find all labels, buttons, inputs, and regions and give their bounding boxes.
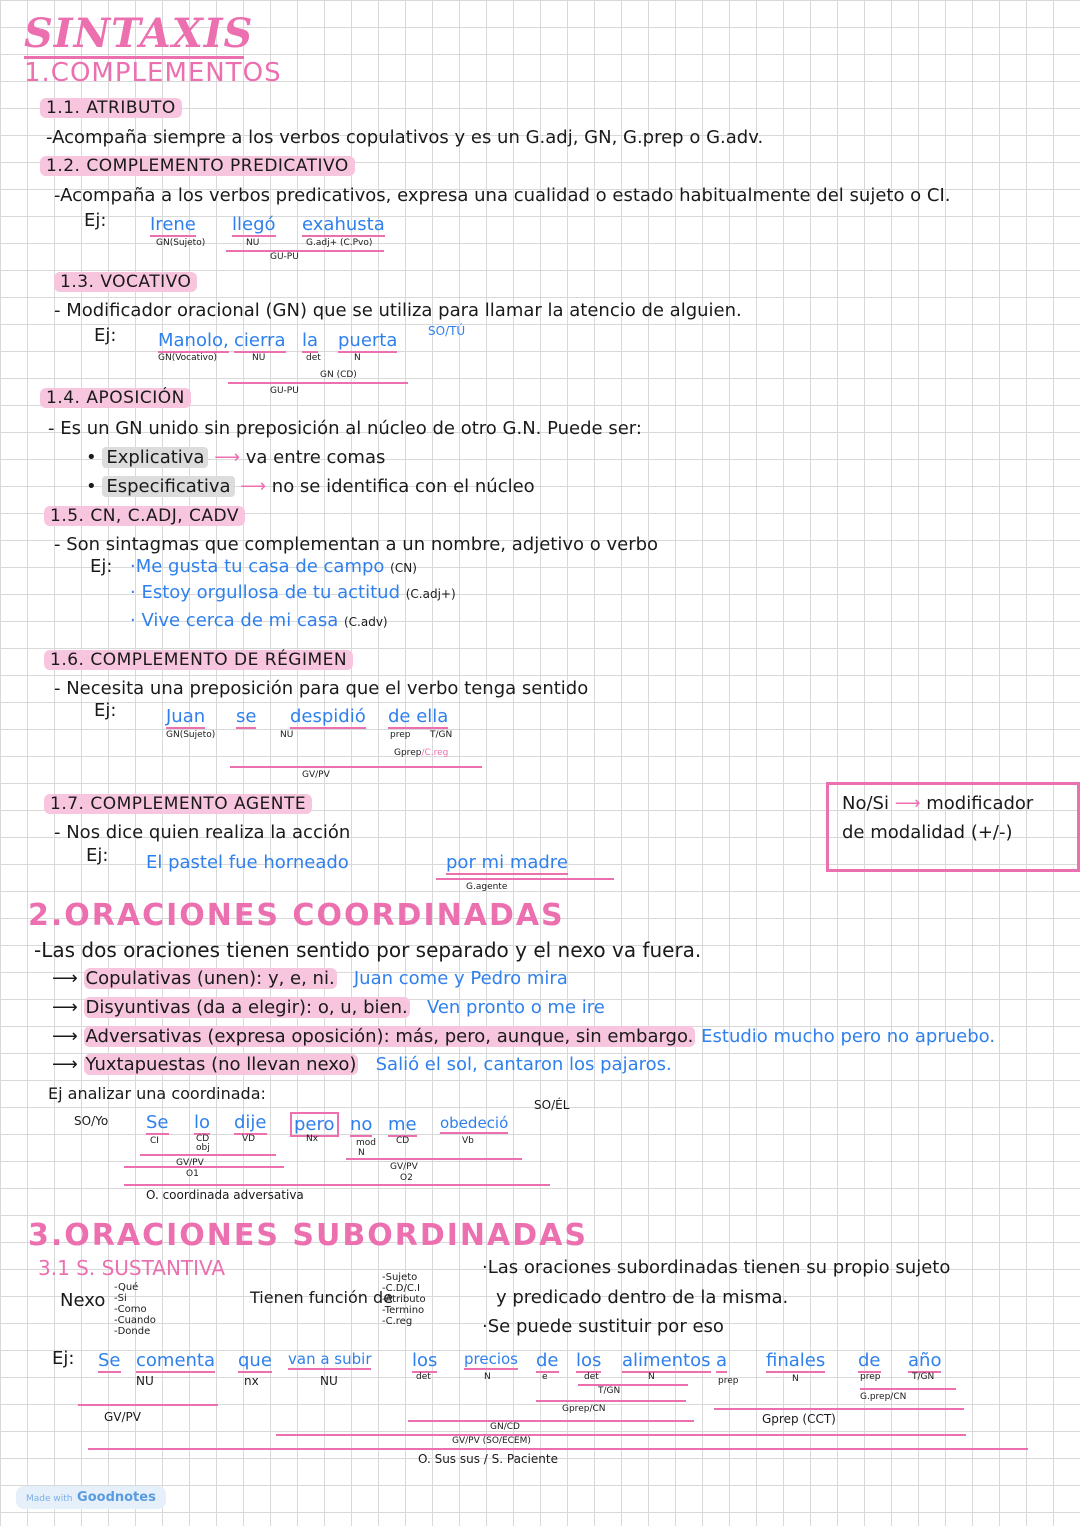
goodnotes-logo bbox=[16, 1486, 166, 1509]
label-mod: mod bbox=[356, 1138, 376, 1148]
nexo-label: Nexo bbox=[60, 1290, 106, 1311]
word-exahusta: exahusta bbox=[302, 214, 385, 235]
label-nx: Nx bbox=[306, 1134, 319, 1144]
word-de: de bbox=[536, 1350, 559, 1371]
label-gn-sujeto: GN(Sujeto) bbox=[166, 730, 216, 740]
word-despidio: despidió bbox=[290, 706, 366, 727]
word-llego: llegó bbox=[232, 214, 276, 235]
word-obedecio: obedeció bbox=[440, 1114, 509, 1132]
box-line-2: de modalidad (+/-) bbox=[842, 822, 1013, 843]
label-gprep: Gprep bbox=[394, 748, 422, 758]
agente-example: El pastel fue horneado bbox=[146, 852, 349, 873]
predicativo-text: -Acompaña a los verbos predicativos, expresa una cualidad o estado habitualmente del sujeto o CI. bbox=[54, 185, 951, 206]
agente-text: - Nos dice quien realiza la acción bbox=[54, 822, 351, 843]
word-dije: dije bbox=[234, 1112, 267, 1133]
aposicion-text: - Es un GN unido sin preposición al núcleo de otro G.N. Puede ser: bbox=[48, 418, 642, 439]
word-de-ella: de ella bbox=[388, 706, 449, 727]
label-n: N bbox=[484, 1372, 491, 1382]
bracket bbox=[228, 382, 408, 384]
label-n-2: N bbox=[648, 1372, 655, 1382]
ex-label: Ej: bbox=[94, 700, 117, 721]
label-e: e bbox=[542, 1372, 548, 1382]
label-creg: /C.reg bbox=[421, 748, 449, 758]
word-no: no bbox=[350, 1114, 373, 1135]
label-t-gn: T/GN bbox=[598, 1386, 621, 1396]
so-yo: SO/Yo bbox=[74, 1114, 109, 1128]
ex-label: Ej: bbox=[84, 210, 107, 231]
ex-label: Ej: bbox=[52, 1348, 75, 1369]
nexo-item: -Si bbox=[114, 1293, 127, 1304]
bracket bbox=[536, 1400, 686, 1402]
label-gv-pv: GV/PV bbox=[302, 770, 330, 780]
cn-note-1: (CN) bbox=[390, 561, 417, 575]
s3-sub-heading: 3.1 S. SUSTANTIVA bbox=[38, 1256, 226, 1280]
word-pero: pero bbox=[290, 1112, 339, 1137]
sub-bottom: O. Sus sus / S. Paciente bbox=[418, 1452, 558, 1466]
coord-intro: -Las dos oraciones tienen sentido por separado y el nexo va fuera. bbox=[34, 938, 702, 962]
coord-yuxtapuestas-ex: Salió el sol, cantaron los pajaros. bbox=[375, 1054, 672, 1075]
label-nu: NU bbox=[246, 238, 260, 248]
label-gn-cd: GN (CD) bbox=[320, 370, 357, 380]
label-gadj: G.adj+ (C.Pvo) bbox=[306, 238, 373, 248]
cn-text: - Son sintagmas que complementan a un nombre, adjetivo o verbo bbox=[54, 534, 659, 555]
cn-example-3: · Vive cerca de mi casa bbox=[130, 610, 339, 631]
sub-note-3: ·Se puede sustituir por eso bbox=[482, 1316, 724, 1337]
ex-label: Ej: bbox=[86, 845, 109, 866]
label-det-2: det bbox=[584, 1372, 599, 1382]
regimen-text: - Necesita una preposición para que el verbo tenga sentido bbox=[54, 678, 589, 699]
aposicion-explicativa-def: va entre comas bbox=[245, 447, 386, 468]
word-se: Se bbox=[146, 1112, 169, 1133]
ex-label: Ej: bbox=[94, 325, 117, 346]
word-finales: finales bbox=[766, 1350, 826, 1371]
aposicion-heading: 1.4. APOSICIÓN bbox=[40, 388, 191, 408]
word-que: que bbox=[238, 1350, 272, 1371]
label-obj: obj bbox=[196, 1143, 210, 1153]
label-vb: Vb bbox=[462, 1136, 474, 1146]
label-gn-vocativo: GN(Vocativo) bbox=[158, 353, 218, 363]
label-det: det bbox=[306, 353, 321, 363]
funcion-list bbox=[382, 1272, 426, 1327]
label-gprep-cn: Gprep/CN bbox=[562, 1404, 606, 1414]
cn-note-2: (C.adj+) bbox=[405, 587, 456, 601]
word-juan: Juan bbox=[166, 706, 206, 727]
label-gn-sujeto: GN(Sujeto) bbox=[156, 238, 206, 248]
bracket bbox=[88, 1448, 1028, 1450]
funcion-label: Tienen función de bbox=[250, 1288, 393, 1307]
nexo-list bbox=[114, 1282, 156, 1337]
word-precios: precios bbox=[464, 1350, 518, 1368]
bracket bbox=[276, 1434, 966, 1436]
coord-analyze: Ej analizar una coordinada: bbox=[48, 1084, 266, 1103]
sub-note-2: y predicado dentro de la misma. bbox=[496, 1287, 789, 1308]
word-se: Se bbox=[98, 1350, 121, 1371]
logo-brand: Goodnotes bbox=[77, 1490, 156, 1505]
label-gprep-cn-2: G.prep/CN bbox=[860, 1392, 907, 1402]
aposicion-especificativa-def: no se identifica con el núcleo bbox=[271, 476, 535, 497]
coord-disyuntivas-ex: Ven pronto o me ire bbox=[426, 997, 605, 1018]
ex-label: Ej: bbox=[90, 556, 113, 577]
cn-heading: 1.5. CN, C.ADJ, CADV bbox=[44, 506, 245, 526]
word-irene: Irene bbox=[150, 214, 196, 235]
label-prep: prep bbox=[390, 730, 411, 740]
label-t-gn: T/GN bbox=[430, 730, 453, 740]
label-gn-cd: GN/CD bbox=[490, 1422, 520, 1432]
bracket bbox=[226, 250, 384, 252]
label-cd: CD bbox=[196, 1134, 210, 1144]
coord-bottom: O. coordinada adversativa bbox=[146, 1188, 304, 1202]
word-de-2: de bbox=[858, 1350, 881, 1371]
word-cierra: cierra bbox=[234, 330, 286, 351]
label-prep-2: prep bbox=[860, 1372, 881, 1382]
label-t-gn-2: T/GN bbox=[912, 1372, 935, 1382]
bracket bbox=[408, 1420, 694, 1422]
label-nu-2: NU bbox=[320, 1374, 338, 1388]
label-gvpv-2: GV/PV bbox=[390, 1162, 418, 1172]
bracket bbox=[78, 1404, 218, 1406]
coord-adversativas-ex: Estudio mucho pero no apruebo. bbox=[701, 1026, 996, 1047]
funcion-item: -Termino bbox=[382, 1305, 425, 1316]
word-ano: año bbox=[908, 1350, 942, 1371]
note-so-tu: SO/TÚ bbox=[428, 324, 466, 338]
label-nu: NU bbox=[280, 730, 294, 740]
cn-example-2: · Estoy orgullosa de tu actitud bbox=[130, 582, 400, 603]
word-manolo: Manolo, bbox=[158, 330, 229, 351]
funcion-item: -Sujeto bbox=[382, 1272, 418, 1283]
nexo-item: -Donde bbox=[114, 1326, 151, 1337]
label-gagente: G.agente bbox=[466, 882, 508, 892]
bracket bbox=[230, 766, 482, 768]
word-van-a-subir: van a subir bbox=[288, 1350, 372, 1368]
nexo-item: -Qué bbox=[114, 1282, 139, 1293]
bracket bbox=[124, 1166, 284, 1168]
box-line-1: No/Si bbox=[842, 793, 889, 814]
nexo-item: -Como bbox=[114, 1304, 147, 1315]
label-ci: CI bbox=[150, 1136, 159, 1146]
agente-heading: 1.7. COMPLEMENTO AGENTE bbox=[44, 794, 312, 814]
funcion-item: -Atributo bbox=[382, 1294, 426, 1305]
atributo-text: -Acompaña siempre a los verbos copulativos y es un G.adj, GN, G.prep o G.adv. bbox=[46, 127, 764, 148]
funcion-item: -C.D/C.I bbox=[382, 1283, 420, 1294]
label-o2: O2 bbox=[400, 1173, 413, 1183]
label-gu-pu: GU-PU bbox=[270, 252, 299, 262]
label-gvpv-so: GV/PV (SO/ECEM) bbox=[452, 1436, 531, 1446]
label-n: N bbox=[354, 353, 361, 363]
coord-copulativas: Copulativas (unen): y, e, ni. bbox=[85, 968, 335, 989]
vocativo-text: - Modificador oracional (GN) que se utiliza para llamar la atencio de alguien. bbox=[54, 300, 742, 321]
bracket bbox=[124, 1184, 550, 1186]
label-gv-pv: GV/PV bbox=[104, 1410, 141, 1424]
word-por-mi-madre: por mi madre bbox=[446, 852, 568, 873]
word-lo: lo bbox=[194, 1112, 211, 1133]
cn-example-1: ·Me gusta tu casa de campo bbox=[130, 556, 385, 577]
word-me: me bbox=[388, 1114, 417, 1135]
label-nu-1: NU bbox=[136, 1374, 154, 1388]
regimen-heading: 1.6. COMPLEMENTO DE RÉGIMEN bbox=[44, 650, 353, 670]
label-cd2: CD bbox=[396, 1136, 410, 1146]
aposicion-especificativa: Especificativa bbox=[102, 476, 234, 497]
section-2-heading: 2.ORACIONES COORDINADAS bbox=[28, 898, 565, 933]
word-puerta: puerta bbox=[338, 330, 398, 351]
label-nx: nx bbox=[244, 1374, 259, 1388]
word-alimentos: alimentos bbox=[622, 1350, 711, 1371]
section-1-heading: 1.COMPLEMENTOS bbox=[24, 58, 282, 88]
so-el: SO/ÉL bbox=[534, 1098, 570, 1112]
label-n-3: N bbox=[792, 1374, 799, 1384]
label-gvpv-1: GV/PV bbox=[176, 1158, 204, 1168]
word-comenta: comenta bbox=[136, 1350, 216, 1371]
bracket bbox=[714, 1408, 964, 1410]
bracket bbox=[860, 1388, 956, 1390]
label-prep: prep bbox=[718, 1376, 739, 1386]
coord-copulativas-ex: Juan come y Pedro mira bbox=[353, 968, 568, 989]
word-a: a bbox=[716, 1350, 728, 1371]
section-3-heading: 3.ORACIONES SUBORDINADAS bbox=[28, 1218, 588, 1253]
predicativo-heading: 1.2. COMPLEMENTO PREDICATIVO bbox=[40, 156, 355, 176]
word-los: los bbox=[412, 1350, 438, 1371]
bracket bbox=[140, 1154, 276, 1156]
label-gu-pu: GU-PU bbox=[270, 386, 299, 396]
nexo-item: -Cuando bbox=[114, 1315, 156, 1326]
aposicion-explicativa: Explicativa bbox=[102, 447, 208, 468]
label-o1: O1 bbox=[186, 1169, 199, 1179]
word-los-2: los bbox=[576, 1350, 602, 1371]
sub-note-1: ·Las oraciones subordinadas tienen su propio sujeto bbox=[482, 1257, 951, 1278]
coord-yuxtapuestas: Yuxtapuestas (no llevan nexo) bbox=[85, 1054, 357, 1075]
funcion-item: -C.reg bbox=[382, 1316, 413, 1327]
label-nu: NU bbox=[252, 353, 266, 363]
bracket bbox=[578, 1384, 688, 1386]
atributo-heading: 1.1. ATRIBUTO bbox=[40, 98, 182, 118]
label-gprep-cct: Gprep (CCT) bbox=[762, 1412, 836, 1426]
word-la: la bbox=[302, 330, 319, 351]
box-line-1b: modificador bbox=[926, 793, 1034, 814]
coord-disyuntivas: Disyuntivas (da a elegir): o, u, bien. bbox=[85, 997, 408, 1018]
label-n: N bbox=[358, 1148, 365, 1158]
vocativo-heading: 1.3. VOCATIVO bbox=[54, 272, 197, 292]
page-title: SINTAXIS bbox=[24, 10, 254, 57]
label-det: det bbox=[416, 1372, 431, 1382]
word-se: se bbox=[236, 706, 257, 727]
coord-adversativas: Adversativas (expresa oposición): más, pero, aunque, sin embargo. bbox=[85, 1026, 694, 1047]
cn-note-3: (C.adv) bbox=[343, 615, 388, 629]
label-vd: VD bbox=[242, 1134, 256, 1144]
logo-made: Made with bbox=[26, 1494, 73, 1504]
bracket bbox=[346, 1158, 522, 1160]
bracket bbox=[436, 878, 614, 880]
